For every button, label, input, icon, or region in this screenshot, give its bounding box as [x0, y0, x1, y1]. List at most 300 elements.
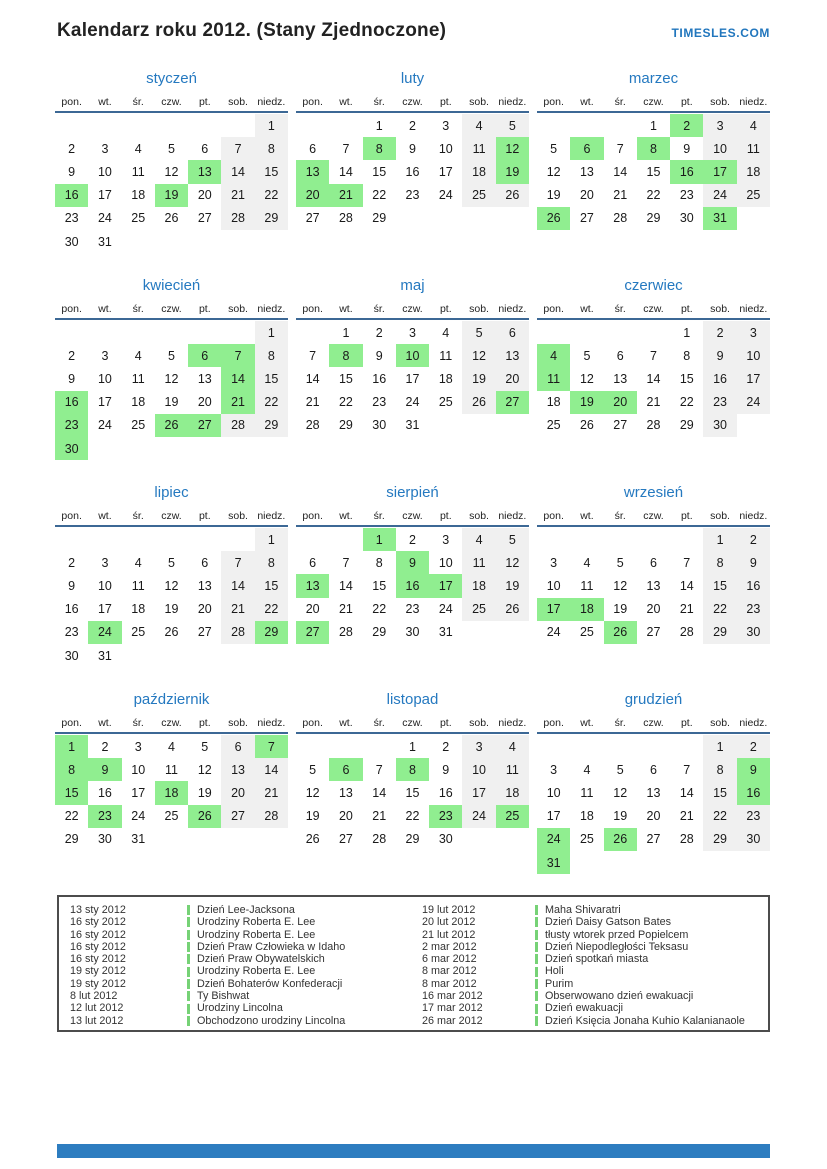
day-cell: 19	[613, 809, 628, 824]
day-cell: 12	[164, 164, 179, 179]
day-cell-empty	[396, 207, 429, 230]
day-cell: 20	[197, 395, 212, 410]
month-block	[537, 70, 770, 277]
day-cell-holiday: 26	[537, 207, 570, 230]
day-cell: 2	[703, 321, 736, 344]
day-cell-empty	[670, 851, 703, 874]
day-cell-empty	[155, 828, 188, 851]
day-cell: 14	[679, 578, 694, 593]
weekday-label: sob.	[710, 510, 730, 522]
day-cell: 19	[613, 602, 628, 617]
legend-entry	[187, 1015, 422, 1027]
day-cell: 4	[462, 114, 495, 137]
weekday-label: pt.	[680, 303, 693, 315]
day-cell: 23	[703, 391, 736, 414]
weekday-label: czw.	[161, 717, 182, 729]
day-cell: 12	[613, 578, 628, 593]
day-cell: 23	[372, 395, 387, 410]
day-cell: 27	[221, 805, 254, 828]
day-cell-empty	[604, 528, 637, 551]
day-cell-holiday: 8	[55, 758, 88, 781]
month-days	[537, 321, 770, 437]
footer-bar	[57, 1144, 770, 1158]
day-cell: 15	[703, 574, 736, 597]
day-cell: 21	[305, 395, 320, 410]
legend-holiday-name: tłusty wtorek przed Popielcem	[545, 928, 689, 941]
day-cell: 28	[305, 418, 320, 433]
day-cell: 26	[579, 418, 594, 433]
day-cell: 24	[405, 395, 420, 410]
weekday-header	[537, 303, 770, 320]
day-cell-holiday: 24	[537, 828, 570, 851]
day-cell-empty	[122, 437, 155, 460]
holiday-tick-icon	[535, 1004, 538, 1014]
day-cell-empty	[670, 735, 703, 758]
day-cell: 15	[372, 164, 387, 179]
day-cell: 29	[255, 414, 288, 437]
weekday-label: wt.	[98, 717, 112, 729]
weekday-label: pt.	[198, 510, 211, 522]
day-cell-holiday: 6	[188, 344, 221, 367]
day-cell: 7	[342, 141, 350, 156]
weekday-label: czw.	[402, 96, 423, 108]
day-cell-empty	[188, 230, 221, 253]
day-cell-empty	[188, 437, 221, 460]
month-block	[296, 484, 529, 691]
day-cell: 13	[338, 785, 353, 800]
weekday-label: pt.	[439, 96, 452, 108]
day-cell-holiday: 17	[429, 574, 462, 597]
day-cell: 6	[221, 735, 254, 758]
day-cell: 19	[462, 367, 495, 390]
weekday-label: sob.	[710, 303, 730, 315]
legend-entry	[535, 990, 768, 1002]
legend-entry	[187, 904, 422, 916]
month-title: maj	[400, 277, 425, 294]
day-cell-empty	[537, 321, 570, 344]
legend-entry	[187, 916, 422, 928]
day-cell: 28	[646, 418, 661, 433]
weekday-label: pon.	[61, 96, 82, 108]
legend-entry	[535, 965, 768, 977]
day-cell: 5	[168, 141, 175, 156]
day-cell-empty	[496, 207, 529, 230]
weekday-label: wt.	[580, 510, 594, 522]
month-block	[296, 70, 529, 277]
weekday-label: śr.	[614, 303, 626, 315]
day-cell: 7	[309, 348, 317, 363]
day-cell: 2	[737, 528, 770, 551]
month-title: marzec	[628, 70, 679, 87]
day-cell: 20	[197, 188, 212, 203]
day-cell: 28	[221, 414, 254, 437]
weekday-label: sob.	[228, 303, 248, 315]
day-cell-holiday: 9	[88, 758, 121, 781]
holiday-tick-icon	[535, 967, 538, 977]
day-cell: 30	[679, 211, 694, 226]
day-cell-empty	[55, 114, 88, 137]
day-cell: 1	[342, 325, 350, 340]
day-cell-empty	[188, 528, 221, 551]
day-cell-holiday: 9	[396, 551, 429, 574]
day-cell: 11	[131, 578, 145, 593]
day-cell: 4	[442, 325, 450, 340]
day-cell: 9	[683, 141, 691, 156]
day-cell: 20	[305, 602, 320, 617]
day-cell: 10	[131, 762, 146, 777]
day-cell: 6	[201, 141, 209, 156]
day-cell-empty	[570, 735, 603, 758]
day-cell: 24	[462, 805, 495, 828]
weekday-label: wt.	[98, 510, 112, 522]
day-cell: 22	[64, 809, 79, 824]
day-cell-empty	[329, 528, 362, 551]
day-cell: 30	[97, 832, 112, 847]
day-cell: 8	[255, 344, 288, 367]
day-cell-holiday: 18	[570, 598, 603, 621]
day-cell: 25	[131, 211, 146, 226]
weekday-label: niedz.	[257, 96, 286, 108]
day-cell-empty	[703, 851, 736, 874]
day-cell: 14	[221, 160, 254, 183]
day-cell: 2	[442, 739, 450, 754]
day-cell: 24	[737, 391, 770, 414]
legend-holiday-name: Dzień spotkań miasta	[545, 953, 649, 966]
weekday-header	[55, 510, 288, 527]
month-block	[296, 691, 529, 898]
day-cell: 9	[442, 762, 450, 777]
day-cell: 5	[168, 555, 175, 570]
day-cell: 27	[305, 211, 320, 226]
legend-holiday-name: Obserwowano dzień ewakuacji	[545, 990, 694, 1003]
day-cell-empty	[122, 644, 155, 667]
holiday-tick-icon	[535, 954, 538, 964]
day-cell: 18	[496, 781, 529, 804]
day-cell-holiday: 7	[255, 735, 288, 758]
weekday-label: pon.	[61, 510, 82, 522]
day-cell-empty	[637, 528, 670, 551]
day-cell: 11	[496, 758, 529, 781]
weekday-label: czw.	[643, 510, 664, 522]
weekday-header	[537, 717, 770, 734]
day-cell: 15	[372, 578, 387, 593]
weekday-label: śr.	[373, 717, 385, 729]
day-cell-empty	[88, 528, 121, 551]
day-cell: 23	[737, 598, 770, 621]
day-cell: 7	[221, 551, 254, 574]
day-cell-empty	[188, 828, 221, 851]
day-cell: 1	[255, 528, 288, 551]
day-cell: 1	[703, 528, 736, 551]
day-cell: 6	[309, 141, 317, 156]
day-cell: 31	[97, 234, 112, 249]
weekday-label: pon.	[302, 303, 323, 315]
day-cell-empty	[88, 321, 121, 344]
day-cell: 27	[338, 832, 353, 847]
day-cell: 13	[197, 578, 212, 593]
day-cell: 30	[405, 625, 420, 640]
day-cell: 11	[462, 137, 495, 160]
weekday-label: wt.	[98, 96, 112, 108]
legend-holiday-name: Maha Shivaratri	[545, 904, 621, 916]
day-cell: 3	[442, 532, 450, 547]
legend-date: 6 mar 2012	[422, 953, 477, 966]
holiday-tick-icon	[535, 1016, 538, 1026]
legend-holiday-name: Dzień ewakuacji	[545, 1002, 624, 1015]
day-cell-empty	[122, 230, 155, 253]
day-cell-holiday: 16	[737, 781, 770, 804]
day-cell-holiday: 17	[537, 598, 570, 621]
day-cell: 18	[737, 160, 770, 183]
month-days	[537, 528, 770, 644]
weekday-label: pt.	[198, 717, 211, 729]
day-cell: 6	[309, 555, 317, 570]
day-cell: 15	[679, 371, 694, 386]
day-cell: 12	[613, 785, 628, 800]
day-cell-holiday: 29	[255, 621, 288, 644]
day-cell-empty	[221, 437, 254, 460]
day-cell: 4	[737, 114, 770, 137]
day-cell: 12	[579, 371, 594, 386]
day-cell: 21	[221, 598, 254, 621]
holiday-legend	[57, 895, 770, 1032]
day-cell: 3	[101, 348, 109, 363]
day-cell-empty	[637, 321, 670, 344]
day-cell-holiday: 19	[155, 184, 188, 207]
day-cell: 12	[197, 762, 212, 777]
weekday-label: pt.	[439, 303, 452, 315]
day-cell: 28	[613, 211, 628, 226]
day-cell-empty	[155, 528, 188, 551]
weekday-label: śr.	[132, 510, 144, 522]
day-cell: 15	[255, 367, 288, 390]
day-cell-holiday: 20	[296, 184, 329, 207]
day-cell-empty	[221, 114, 254, 137]
day-cell: 1	[703, 735, 736, 758]
day-cell: 7	[375, 762, 383, 777]
day-cell: 14	[613, 164, 628, 179]
day-cell: 27	[646, 625, 661, 640]
weekday-label: śr.	[373, 96, 385, 108]
day-cell: 11	[737, 137, 770, 160]
month-block	[55, 70, 288, 277]
day-cell: 30	[372, 418, 387, 433]
month-block	[55, 691, 288, 898]
weekday-label: wt.	[339, 717, 353, 729]
day-cell-empty	[221, 828, 254, 851]
holiday-tick-icon	[535, 942, 538, 952]
month-block	[537, 691, 770, 898]
legend-entry	[187, 953, 422, 965]
weekday-label: pt.	[198, 96, 211, 108]
day-cell-holiday: 23	[88, 805, 121, 828]
day-cell-empty	[462, 621, 495, 644]
day-cell-holiday: 27	[296, 621, 329, 644]
day-cell: 16	[737, 574, 770, 597]
weekday-label: sob.	[469, 510, 489, 522]
day-cell: 6	[650, 762, 657, 777]
day-cell: 10	[97, 578, 112, 593]
day-cell-holiday: 6	[570, 137, 603, 160]
month-title: czerwiec	[624, 277, 683, 294]
day-cell: 16	[405, 164, 420, 179]
legend-entry	[535, 953, 768, 965]
day-cell-empty	[155, 437, 188, 460]
month-days	[296, 735, 529, 851]
weekday-header	[296, 510, 529, 527]
day-cell-empty	[122, 321, 155, 344]
weekday-label: sob.	[228, 717, 248, 729]
day-cell: 23	[737, 805, 770, 828]
day-cell: 22	[679, 395, 694, 410]
day-cell: 25	[438, 395, 453, 410]
day-cell-holiday: 26	[188, 805, 221, 828]
weekday-label: niedz.	[739, 96, 768, 108]
day-cell: 13	[221, 758, 254, 781]
day-cell: 11	[439, 348, 453, 363]
legend-entry	[187, 965, 422, 977]
day-cell: 7	[683, 762, 691, 777]
weekday-label: niedz.	[498, 96, 527, 108]
weekday-label: wt.	[580, 303, 594, 315]
legend-date: 26 mar 2012	[422, 1014, 483, 1027]
weekday-label: pon.	[302, 96, 323, 108]
day-cell-holiday: 27	[188, 414, 221, 437]
day-cell-holiday: 11	[537, 367, 570, 390]
day-cell: 3	[737, 321, 770, 344]
holiday-tick-icon	[187, 991, 190, 1001]
month-block	[537, 277, 770, 484]
day-cell: 30	[737, 621, 770, 644]
weekday-label: pt.	[439, 717, 452, 729]
day-cell-empty	[637, 851, 670, 874]
day-cell-holiday: 8	[396, 758, 429, 781]
day-cell: 22	[703, 598, 736, 621]
legend-holiday-name: Purim	[545, 977, 574, 990]
day-cell-holiday: 20	[604, 391, 637, 414]
day-cell: 28	[338, 625, 353, 640]
day-cell: 16	[64, 602, 79, 617]
day-cell-empty	[570, 114, 603, 137]
day-cell: 26	[496, 184, 529, 207]
legend-entry	[535, 978, 768, 990]
day-cell: 22	[703, 805, 736, 828]
day-cell: 6	[616, 348, 624, 363]
day-cell: 5	[583, 348, 591, 363]
day-cell-holiday: 23	[429, 805, 462, 828]
day-cell: 31	[97, 648, 112, 663]
legend-holiday-name: Urodziny Lincolna	[197, 1002, 283, 1015]
day-cell-empty	[188, 114, 221, 137]
legend-holiday-name: Dzień Daisy Gatson Bates	[545, 916, 672, 929]
month-days	[296, 321, 529, 437]
day-cell: 24	[131, 809, 146, 824]
weekday-label: śr.	[132, 96, 144, 108]
day-cell-holiday: 9	[737, 758, 770, 781]
day-cell-empty	[462, 207, 495, 230]
weekday-header	[296, 717, 529, 734]
day-cell: 11	[580, 578, 594, 593]
day-cell-empty	[363, 735, 396, 758]
month-days	[55, 321, 288, 460]
month-title: luty	[400, 70, 425, 87]
day-cell: 15	[405, 785, 420, 800]
day-cell: 18	[131, 602, 146, 617]
day-cell: 5	[550, 141, 558, 156]
weekday-label: czw.	[402, 510, 423, 522]
year-calendar-grid	[55, 70, 772, 898]
day-cell-holiday: 31	[537, 851, 570, 874]
holiday-tick-icon	[187, 917, 190, 927]
day-cell-empty	[188, 644, 221, 667]
day-cell: 1	[255, 114, 288, 137]
weekday-header	[55, 303, 288, 320]
holiday-tick-icon	[535, 991, 538, 1001]
holiday-tick-icon	[187, 1004, 190, 1014]
day-cell: 15	[255, 574, 288, 597]
month-title: sierpień	[386, 484, 439, 501]
weekday-label: pon.	[61, 717, 82, 729]
day-cell: 11	[131, 371, 145, 386]
day-cell: 1	[650, 118, 657, 133]
day-cell: 15	[255, 160, 288, 183]
day-cell: 3	[703, 114, 736, 137]
day-cell: 22	[372, 188, 387, 203]
legend-date: 13 lut 2012	[70, 1014, 124, 1027]
site-link[interactable]: TIMESLES.COM	[671, 26, 770, 40]
holiday-tick-icon	[187, 942, 190, 952]
day-cell-holiday: 16	[396, 574, 429, 597]
day-cell: 22	[372, 602, 387, 617]
weekday-label: czw.	[161, 96, 182, 108]
day-cell: 3	[442, 118, 450, 133]
day-cell: 28	[221, 207, 254, 230]
weekday-label: niedz.	[739, 717, 768, 729]
page-title: Kalendarz roku 2012. (Stany Zjednoczone)	[57, 20, 447, 41]
month-title: grudzień	[624, 691, 683, 708]
legend-entry	[187, 978, 422, 990]
weekday-label: wt.	[339, 510, 353, 522]
legend-date: 12 lut 2012	[70, 1002, 124, 1015]
day-cell: 23	[405, 188, 420, 203]
legend-holiday-name: Urodziny Roberta E. Lee	[197, 928, 316, 941]
weekday-label: niedz.	[498, 717, 527, 729]
day-cell: 24	[97, 418, 112, 433]
weekday-label: niedz.	[739, 510, 768, 522]
day-cell-holiday: 19	[496, 160, 529, 183]
day-cell: 17	[737, 367, 770, 390]
day-cell: 27	[197, 211, 212, 226]
weekday-label: sob.	[228, 96, 248, 108]
day-cell: 1	[255, 321, 288, 344]
day-cell-empty	[155, 230, 188, 253]
day-cell-empty	[637, 735, 670, 758]
day-cell: 2	[409, 532, 416, 547]
month-block	[537, 484, 770, 691]
day-cell: 21	[646, 395, 661, 410]
day-cell: 4	[134, 348, 142, 363]
day-cell-holiday: 1	[55, 735, 88, 758]
month-days	[537, 735, 770, 874]
day-cell: 8	[375, 555, 383, 570]
weekday-label: niedz.	[257, 303, 286, 315]
day-cell: 24	[546, 625, 561, 640]
weekday-label: sob.	[469, 717, 489, 729]
day-cell: 2	[68, 141, 76, 156]
weekday-header	[537, 510, 770, 527]
day-cell: 17	[438, 164, 453, 179]
legend-holiday-name: Dzień Niepodległości Teksasu	[545, 940, 689, 953]
